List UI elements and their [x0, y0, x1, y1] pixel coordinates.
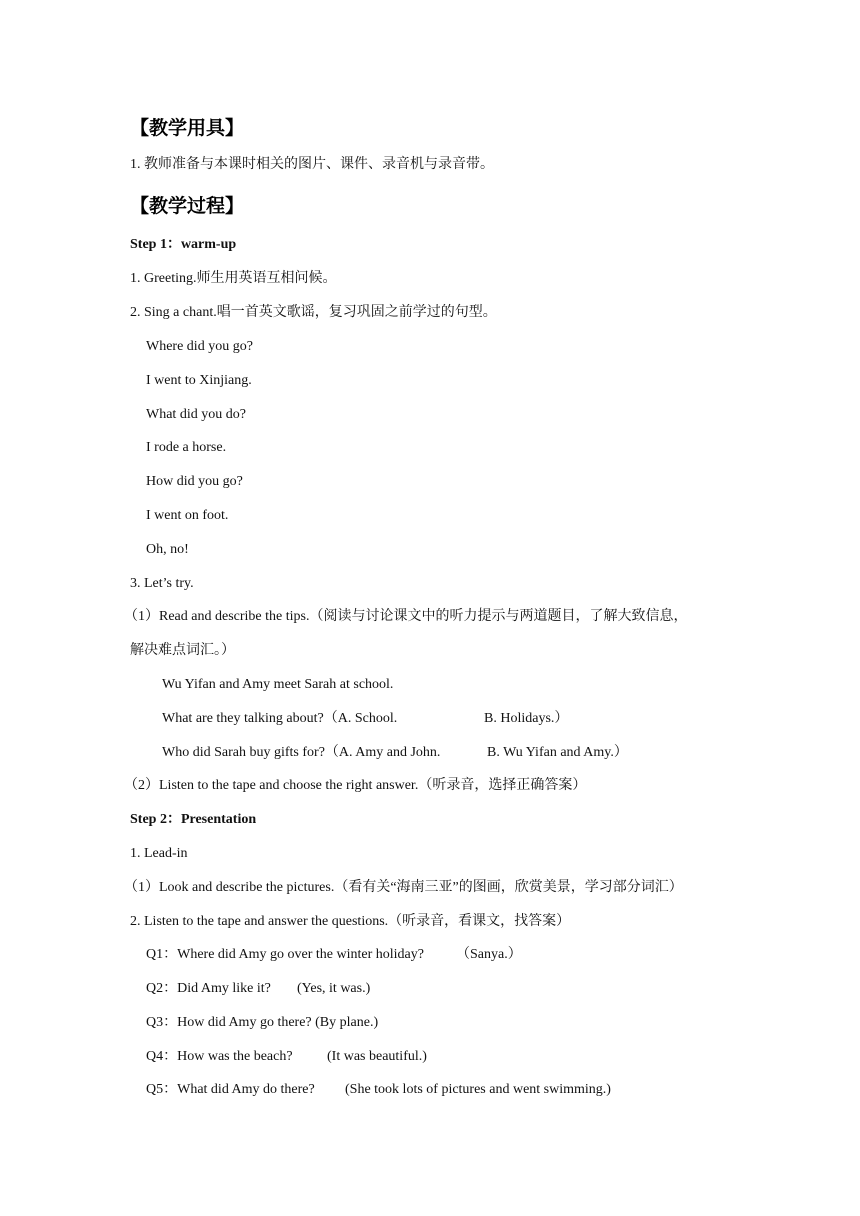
chant-line: Where did you go?: [146, 339, 253, 354]
question-line: Q2：Did Amy like it?: [146, 981, 271, 996]
tools-item: 1. 教师准备与本课时相关的图片、课件、录音机与录音带。: [130, 157, 494, 172]
step1-title: Step 1：warm-up: [130, 237, 237, 252]
question-line: Q5：What did Amy do there?: [146, 1082, 315, 1097]
chant-line: I went to Xinjiang.: [146, 373, 252, 388]
answer-text: （Sanya.）: [456, 947, 522, 962]
tip-option: B. Holidays.）: [484, 711, 569, 726]
tools-heading: 【教学用具】: [130, 117, 245, 139]
chant-line: I went on foot.: [146, 508, 229, 523]
step1-item-greeting: 1. Greeting.师生用英语互相问候。: [130, 271, 337, 286]
step2-title: Step 2：Presentation: [130, 812, 257, 827]
tip-line: Wu Yifan and Amy meet Sarah at school.: [162, 677, 394, 692]
tip-question: What are they talking about?（A. School.: [162, 711, 398, 726]
tip-option: B. Wu Yifan and Amy.）: [487, 745, 628, 760]
tip-question: Who did Sarah buy gifts for?（A. Amy and John.: [162, 745, 441, 760]
question-line: Q3：How did Amy go there? (By plane.): [146, 1015, 379, 1030]
sub-item-read-describe: （1）Read and describe the tips.（阅读与讨论课文中的听力提示与两道题目，了解大致信息，: [124, 609, 688, 624]
chant-line: How did you go?: [146, 474, 243, 489]
sub-item-listen: （2）Listen to the tape and choose the right answer.（听录音，选择正确答案）: [124, 778, 587, 793]
chant-line: I rode a horse.: [146, 440, 227, 455]
step2-item-lead-in: 1. Lead-in: [130, 846, 188, 861]
question-line: Q4：How was the beach?: [146, 1049, 293, 1064]
step1-item-chant: 2. Sing a chant.唱一首英文歌谣，复习巩固之前学过的句型。: [130, 305, 497, 320]
chant-line: Oh, no!: [146, 542, 189, 557]
answer-text: (Yes, it was.): [297, 981, 371, 996]
step1-item-lets-try: 3. Let’s try.: [130, 576, 194, 591]
question-line: Q1：Where did Amy go over the winter holiday?: [146, 947, 424, 962]
answer-text: (She took lots of pictures and went swimming.): [345, 1082, 611, 1097]
step2-item-listen: 2. Listen to the tape and answer the questions.（听录音，看课文，找答案）: [130, 914, 571, 929]
answer-text: (It was beautiful.): [327, 1049, 427, 1064]
chant-line: What did you do?: [146, 407, 246, 422]
sub-item-look-describe: （1）Look and describe the pictures.（看有关“海南三亚”的图画，欣赏美景，学习部分词汇）: [124, 880, 683, 895]
sub-item-read-describe-cont: 解决难点词汇。）: [130, 643, 235, 658]
process-heading: 【教学过程】: [130, 195, 245, 217]
